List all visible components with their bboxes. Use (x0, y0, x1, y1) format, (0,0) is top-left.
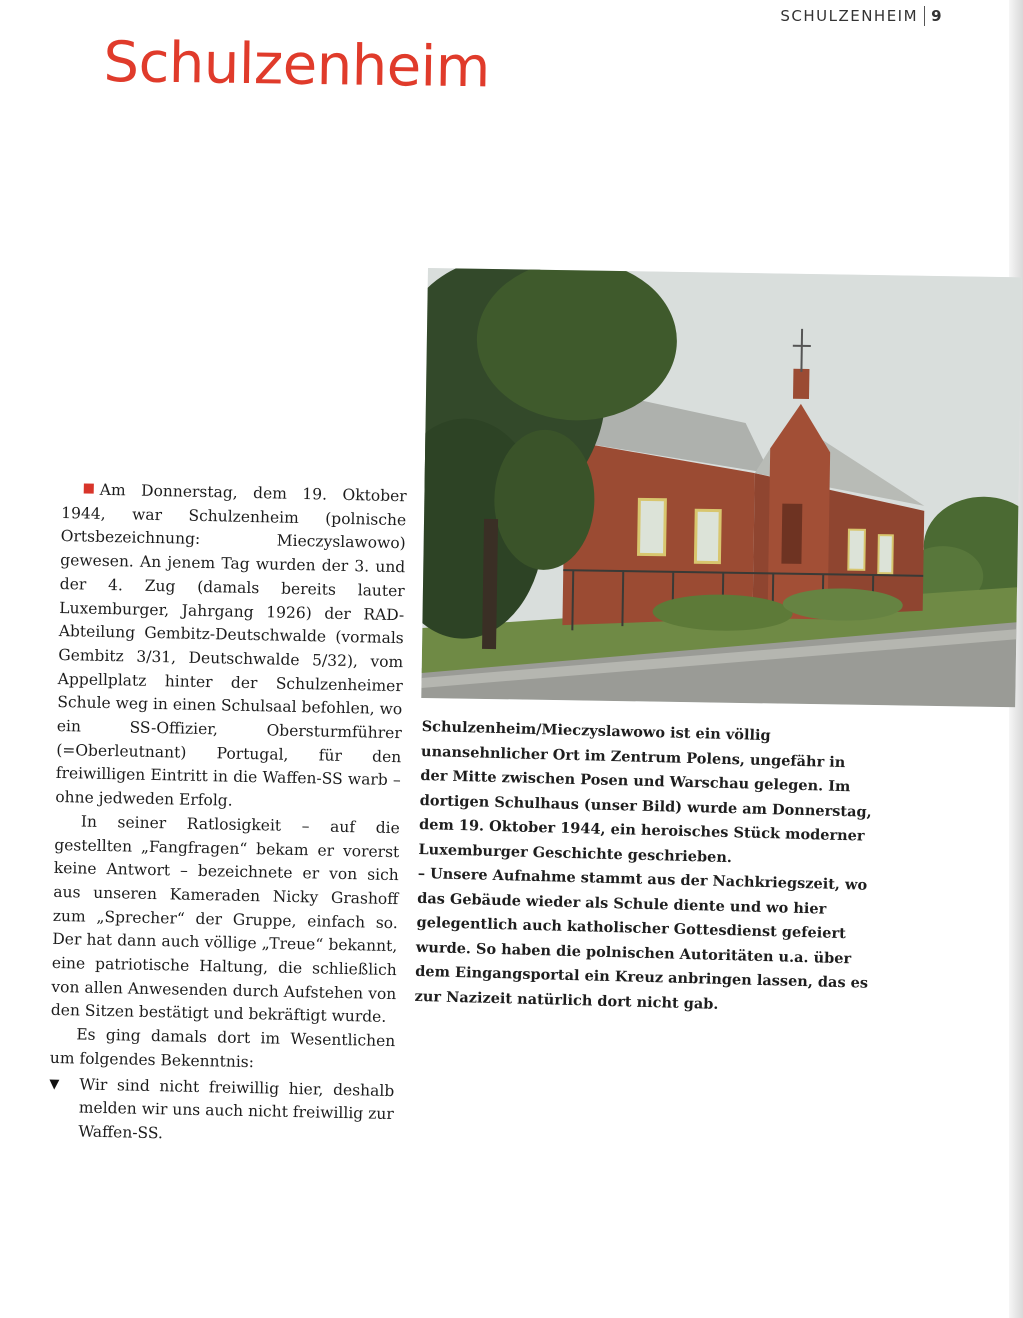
caption-paragraph-1: Schulzenheim/Mieczyslawowo ist ein völlig unansehnlicher Ort im Zentrum Polens, ungefähr in der Mitte zwischen Posen und Warschau gelegen. Im dortigen Schulhaus (unser Bild) wurde am Donnerstag, dem 19. Oktober 1944, ein heroisches Stück moderner Luxemburger Geschichte geschrieben. (418, 717, 872, 866)
body-paragraph-1-text: Am Donnerstag, dem 19. Oktober 1944, war Schulzenheim (polnische Ortsbezeichnung: Mieczyslawowo) gewesen. An jenem Tag wurden der 3. und der 4. Zug (damals bereits lauter Luxemburger, Jahrgang 1926) der RAD-Abteilung Gembitz-Deutschwalde (vormals Gembitz 3/31, Deutschwalde 5/32), vom Appellplatz hinter der Schulzenheimer Schule weg in einen Schulsaal befohlen, wo ein SS-Offizier, Obersturmführer (=Oberleutnant) Portugal, für den freiwilligen Eintritt in die Waffen-SS warb – ohne jedweden Erfolg. (55, 480, 407, 810)
body-paragraph-2: In seiner Ratlosigkeit – auf die gestellten „Fangfragen“ bekam er vorerst keine Antwort – bezeichnete er von sich aus unseren Kameraden Nicky Grashoff zum „Sprecher“ der Gruppe, einfach so. Der hat dann auch völlige „Treue“ bekannt, eine patriotische Haltung, die schließlich von allen Anwesenden durch Aufstehen von den Sitzen bestätigt und bekräftigt wurde. (50, 812, 400, 1027)
body-paragraph-1 (55, 478, 407, 817)
schoolhouse-photo (421, 268, 1022, 707)
schoolhouse-photo-illustration (421, 268, 1022, 707)
bullet-item (48, 1072, 394, 1150)
page-number: 9 (931, 7, 943, 25)
bullet-text: Wir sind nicht freiwillig hier, deshalb melden wir uns auch nicht freiwillig zur Waffen-SS. (78, 1075, 395, 1143)
chapter-title: Schulzenheim (103, 30, 491, 101)
header-divider (924, 6, 925, 26)
running-header-title: SCHULZENHEIM (780, 7, 919, 25)
red-square-marker-icon (84, 483, 94, 493)
photo-caption (414, 715, 877, 1021)
body-text-column (48, 478, 407, 1151)
running-header (780, 6, 943, 26)
triangle-bullet-icon: ▼ (49, 1076, 60, 1092)
caption-paragraph-2: – Unsere Aufnahme stammt aus der Nachkriegszeit, wo das Gebäude wieder als Schule diente und wo hier gelegentlich auch katholischer Gottesdienst gefeiert wurde. So haben die polnischen Autoritäten u.a. über dem Eingangsportal ein Kreuz anbringen lassen, das es zur Nazizeit natürlich dort nicht gab. (414, 864, 869, 1013)
body-paragraph-3: Es ging damals dort im Wesentlichen um folgendes Bekenntnis: (49, 1025, 396, 1072)
